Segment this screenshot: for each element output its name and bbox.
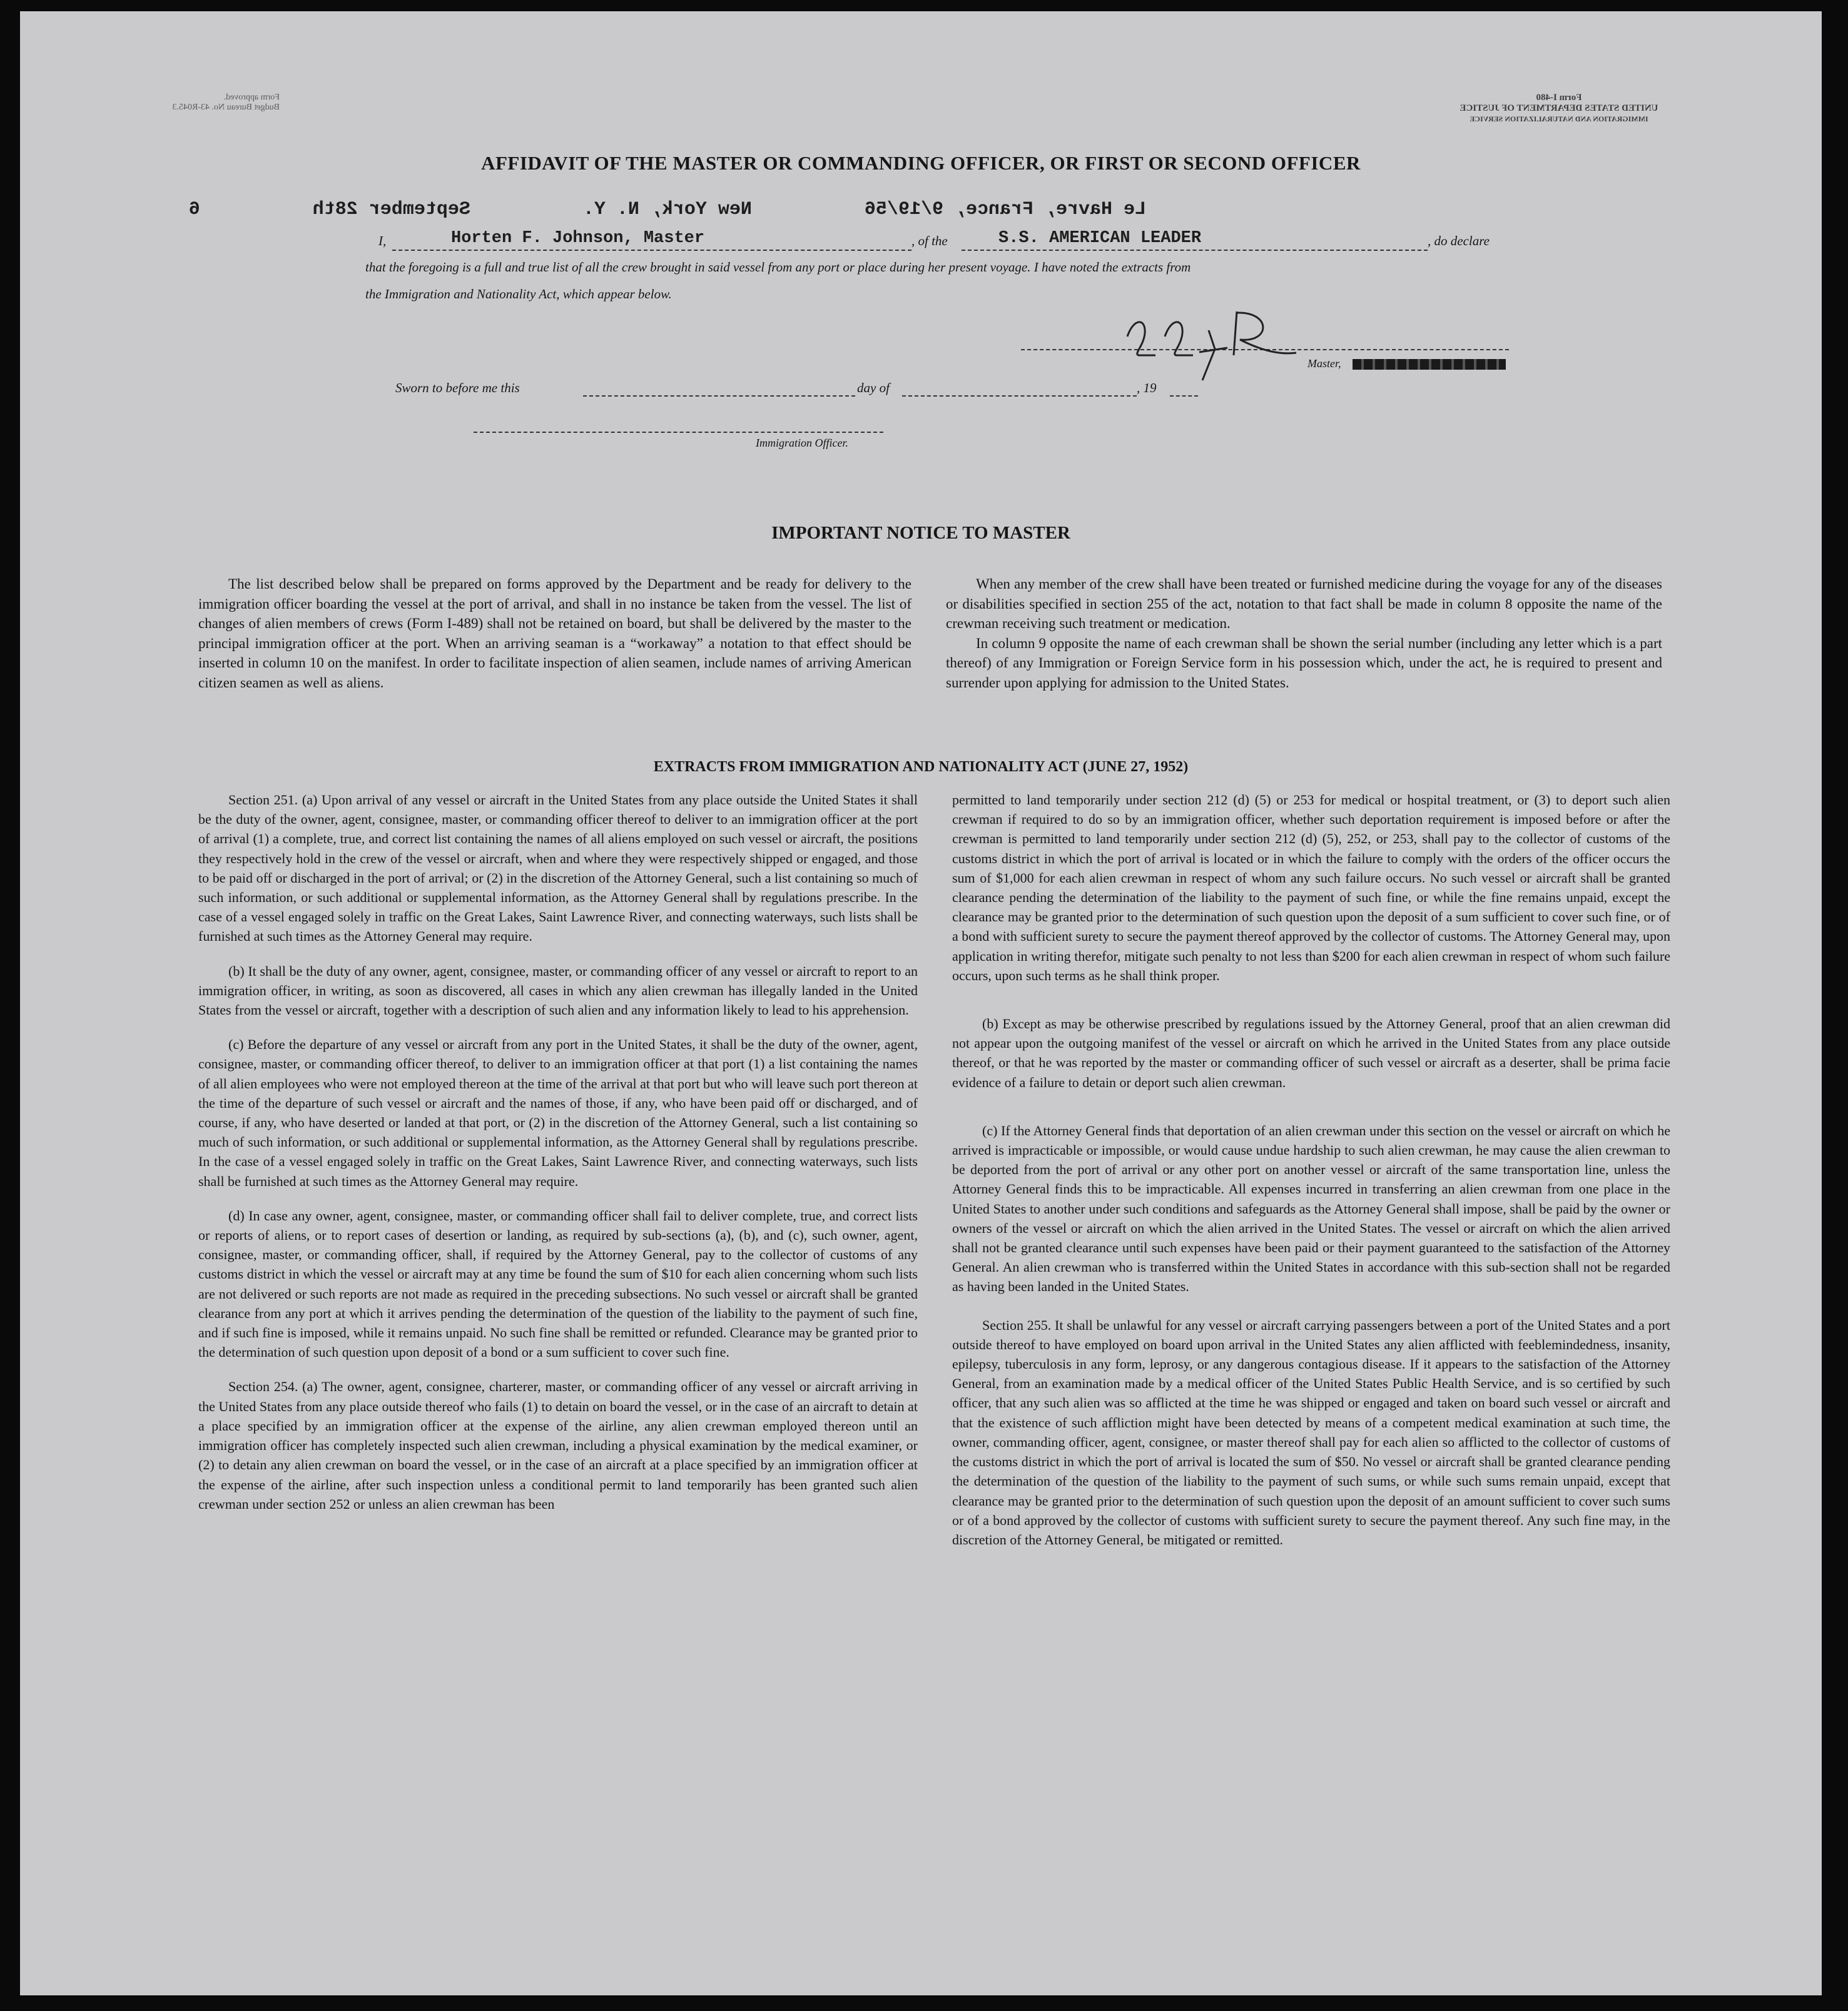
notice-heading: IMPORTANT NOTICE TO MASTER: [771, 523, 1070, 543]
extracts-left-column: [198, 790, 918, 1529]
notice-serial-paragraph: In column 9 opposite the name of each crewman shall be shown the serial number (including any letter which is a part thereof) of any Immigration or Foreign Service form in his possession which, under the act, he is required to present and surrender upon applying for admission to the United States.: [946, 635, 1662, 691]
department-name: UNITED STATES DEPARTMENT OF JUSTICE: [1460, 103, 1658, 113]
section-254c: (c) If the Attorney General finds that deportation of an alien crewman under this section on the vessel or aircraft on which he arrived is impracticable or impossible, or would cause undue hardship to such alien crewman, he may cause the alien crewman to be deported from the port of arrival or any other port on another vessel or aircraft of the same transportation line, unless the Attorney General finds this to be impracticable. All expenses incurred in transferring an alien crewman from one place in the United States to another under such conditions and safeguards as the Attorney General shall impose, shall be paid by the owner or owners of the vessel or aircraft on which the alien arrived in the United States. The vessel or aircraft on which the alien arrived shall not be granted clearance until such expenses have been paid or their payment guaranteed to the satisfaction of the Attorney General. An alien crewman who is transferred within the United States in accordance with this sub-section shall not be regarded as having been landed in the United States.: [952, 1122, 1670, 1295]
crossed-out-title: [1353, 359, 1506, 370]
of-the-label: , of the: [911, 233, 948, 248]
affidavit-title: AFFIDAVIT OF THE MASTER OR COMMANDING OFFICER, OR FIRST OR SECOND OFFICER: [481, 152, 1361, 174]
vessel-name-field: [962, 229, 1428, 251]
declaration-line-3: the Immigration and Nationality Act, which appear below.: [365, 286, 672, 301]
notice-left-column: [198, 574, 911, 707]
immigration-officer-label: Immigration Officer.: [756, 437, 848, 449]
sworn-year-label: , 19: [1137, 380, 1157, 395]
section-254b: (b) Except as may be otherwise prescribed by regulations issued by the Attorney General, proof that an alien crewman did not appear upon the outgoing manifest of the vessel or aircraft on which he arrived in the United States from any place outside thereof, or that he was reported by the master or commanding officer of such vessel or aircraft as a deserter, shall be prima facie evidence of a failure to detain or deport such alien crewman.: [952, 1016, 1670, 1090]
notice-left-paragraph: The list described below shall be prepared on forms approved by the Department and be ready for delivery to the immigration officer boarding the vessel at the port of arrival, and shall in no instance be taken from the vessel. The list of changes of alien members of crews (Form I-489) shall not be retained on board, but shall be delivered by the master to the principal immigration officer at the port. When an arriving seaman is a “workaway” a notation to that effect should be inserted in column 10 on the manifest. In order to facilitate inspection of alien seamen, include names of arriving American citizen seamen as well as aliens.: [198, 576, 911, 691]
section-251a: Section 251. (a) Upon arrival of any vessel or aircraft in the United States from any place outside the United States it shall be the duty of the owner, agent, consignee, master, or commanding officer thereof to deliver to an immigration officer at the port of arrival (1) a complete, true, and correct list containing the names of all aliens employed on such vessel or aircraft, the positions they respectively hold in the crew of the vessel or aircraft, when and where they were respectively shipped or engaged, and those to be paid off or discharged in the port of arrival; or (2) in the discretion of the Attorney General, such a list containing so much of such information, or such additional or supplemental information, as the Attorney General shall by regulations prescribe. In the case of a vessel engaged solely in traffic on the Great Lakes, Saint Lawrence River, and connecting waterways, such lists shall be furnished at such times as the Attorney General may require.: [198, 792, 918, 945]
sworn-day-of-label: day of: [857, 380, 890, 395]
master-signature: [1121, 305, 1309, 387]
document-page: [20, 11, 1822, 1995]
declaration-line-2: that the foregoing is a full and true list of all the crew brought in said vessel from any port or place during her present voyage. I have noted the extracts from: [365, 260, 1191, 275]
section-251c: (c) Before the departure of any vessel or aircraft from any port in the United States, it shall be the duty of the owner, agent, consignee, master, or commanding officer thereof, to deliver to an immigration officer at that port (1) a list containing the names of all alien employees who were not employed thereon at the time of the arrival at that port but who will leave such port thereon at the time of the departure of such vessel or aircraft and the names of those, if any, who have been paid off or discharged, and of course, if any, who have deserted or landed at that port, or (2) in the discretion of the Attorney General, such a list containing so much of such information, or such additional or supplemental information, as the Attorney General shall by regulations prescribe. In the case of a vessel engaged solely in traffic on the Great Lakes, Saint Lawrence River, and connecting waterways, such lists shall be furnished at such times as the Attorney General may require.: [198, 1036, 918, 1189]
extracts-heading: EXTRACTS FROM IMMIGRATION AND NATIONALITY ACT (JUNE 27, 1952): [653, 759, 1189, 775]
extracts-right-column: [952, 790, 1670, 1564]
sworn-month-field: [902, 384, 1137, 397]
master-name-value: Horten F. Johnson, Master: [449, 229, 707, 248]
section-251d: (d) In case any owner, agent, consignee, master, or commanding officer shall fail to deliver complete, true, and correct lists or reports of aliens, or to report cases of desertion or landing, as required by sub-sections (a), (b), and (c), such owner, agent, consignee, master, or commanding officer, shall, if required by the Attorney General, pay to the collector of customs of any customs district in which the vessel or aircraft may at any time be found the sum of $10 for each alien concerning whom such lists are not delivered or such reports are not made as required in the preceding subsections. No such vessel or aircraft shall be granted clearance from any port at which it arrives pending the determination of the question of the liability to the payment of such fine, and if such fine is imposed, while it remains unpaid. No such fine shall be remitted or refunded. Clearance may be granted prior to the determination of such question upon deposit of a bond or a sum sufficient to cover such fine.: [198, 1207, 918, 1360]
section-251b: (b) It shall be the duty of any owner, agent, consignee, master, or commanding officer of any vessel or aircraft to report to an immigration officer, in writing, as soon as discovered, all cases in which any alien crewman has illegally landed in the United States from the vessel or aircraft, together with a description of such alien and any information likely to lead to his apprehension.: [198, 963, 918, 1018]
section-254a-continued: permitted to land temporarily under section 212 (d) (5) or 253 for medical or hospital treatment, or (3) to deport such alien crewman if required to do so by an immigration officer, whether such deportation requirement is imposed before or after the crewman is permitted to land temporarily under section 212 (d) (5), 252, or 253, shall pay to the collector of customs of the customs district in which the port of arrival is located or in which the failure to comply with the orders of the officer occurs the sum of $1,000 for each alien crewman in respect of whom any such failure occurs. No such vessel or aircraft shall be granted clearance pending the determination of the liability to the payment of such fine, or while the fine remains unpaid, except the clearance may be granted prior to the determination of such question upon the deposit of a sum sufficient to cover such fine, or of a bond with sufficient surety to secure the payment thereof approved by the collector of customs. The Attorney General may, upon application in writing therefor, mitigate such penalty to not less than $200 for each alien crewman in respect of whom such failure occurs, upon such terms as he shall think proper.: [952, 792, 1670, 983]
section-255: Section 255. It shall be unlawful for any vessel or aircraft carrying passengers between a port of the United States and a port outside thereof to have employed on board upon arrival in the United States any alien afflicted with feeblemindedness, insanity, epilepsy, tuberculosis in any form, leprosy, or any dangerous contagious disease. If it appears to the satisfaction of the Attorney General, from an examination made by a medical officer of the United States Public Health Service, and is so certified by such officer, that any such alien was so afflicted at the time he was shipped or engaged and taken on board such vessel or aircraft and that the existence of such affliction might have been detected by means of a competent medical examination at such time, the owner, commanding officer, agent, consignee, or master thereof shall pay for each alien so afflicted to the collector of customs of the customs district in which the port of arrival is located the sum of $50. No vessel or aircraft shall be granted clearance pending the determination of the question of the liability to the payment of such sums, or while such sums remain unpaid, except that clearance may be granted prior to the determination of such question upon the deposit of an amount sufficient to cover such sums or of a bond approved by the collector of customs with sufficient surety to secure the payment thereof. Any such fine may, in the discretion of the Attorney General, be mitigated or remitted.: [952, 1317, 1670, 1548]
notice-right-column: [946, 574, 1662, 707]
form-approved-line: Form approved.: [223, 93, 280, 102]
bleed-through-typed-line: Le Havre, France, 9/19/56 New York, N. Y. September 28th 6: [188, 199, 1146, 220]
declaration-lead: I,: [378, 233, 387, 248]
service-name: IMMIGRATION AND NATURALIZATION SERVICE: [1470, 114, 1648, 123]
agency-header: [1415, 93, 1703, 124]
master-name-field: [392, 229, 911, 251]
notice-medication-paragraph: When any member of the crew shall have been treated or furnished medicine during the voyage for any of the diseases or disabilities specified in section 255 of the act, notation to that fact shall be made in column 8 opposite the name of the crewman receiving such treatment or medication.: [946, 576, 1662, 631]
sworn-day-field: [583, 384, 855, 397]
vessel-name-value: S.S. AMERICAN LEADER: [996, 229, 1204, 248]
sworn-year-field: [1170, 384, 1198, 397]
form-approval-note: [73, 93, 280, 113]
sworn-label: Sworn to before me this: [395, 380, 520, 395]
master-label: Master,: [1307, 357, 1341, 370]
immigration-officer-line: [474, 430, 883, 433]
do-declare-label: , do declare: [1428, 233, 1490, 248]
budget-bureau-line: Budget Bureau No. 43-R045.3: [172, 103, 280, 112]
section-254a: Section 254. (a) The owner, agent, consignee, charterer, master, or commanding officer of any vessel or aircraft arriving in the United States from any place outside thereof who fails (1) to detain on board the vessel, or in the case of an aircraft to detain at a place specified by an immigration officer at the expense of the airline, any alien crewman employed thereon until an immigration officer has completely inspected such alien crewman, including a physical examination by the medical examiner, or (2) to detain any alien crewman on board the vessel, or in the case of an aircraft at a place specified by an immigration officer at the expense of the airline, after such inspection unless a conditional permit to land temporarily has been granted such alien crewman under section 252 or unless an alien crewman has been: [198, 1379, 918, 1512]
form-number: Form I-480: [1536, 93, 1582, 103]
